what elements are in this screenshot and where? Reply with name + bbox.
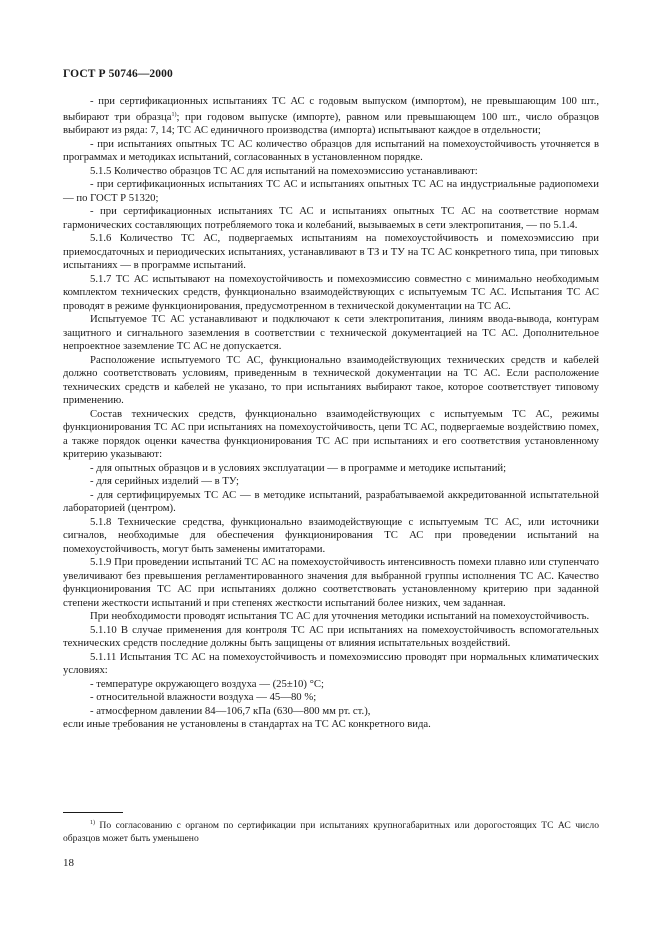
footnote-divider bbox=[63, 812, 123, 813]
paragraph: - для сертифицируемых ТС АС — в методике испытаний, разрабатываемой аккредитованной испытательной лабораторией (центром). bbox=[63, 488, 599, 514]
footnote-text: По согласованию с органом по сертификации при испытаниях крупногабаритных или дорогостоящих ТС АС число образцов может быть уменьшено bbox=[63, 820, 599, 844]
paragraph: - температуре окружающего воздуха — (25±10) °С; bbox=[90, 677, 324, 690]
paragraph: - атмосферном давлении 84—106,7 кПа (630—800 мм рт. ст.), bbox=[90, 704, 371, 717]
footnote-reference[interactable]: 1) bbox=[171, 111, 177, 118]
paragraph: если иные требования не установлены в стандартах на ТС АС конкретного вида. bbox=[63, 718, 431, 730]
paragraph: - при сертификационных испытаниях ТС АС и испытаниях опытных ТС АС на индустриальные радиопомехи — по ГОСТ Р 51320; bbox=[63, 178, 599, 204]
paragraph: Испытуемое ТС АС устанавливают и подключают к сети электропитания, линиям ввода-вывода, контурам защитного и сигнального заземления в соответствии с технической документацией на ТС АС. Дополнительное непроектное заземление ТС АС не допускается. bbox=[63, 313, 599, 352]
paragraph: - при сертификационных испытаниях ТС АС и испытаниях опытных ТС АС на соответствие нормам гармонических составляющих потребляемого тока и колебаний, вызываемых в сети электропитания, — по 5.1.4. bbox=[63, 205, 599, 231]
paragraph: - при испытаниях опытных ТС АС количество образцов для испытаний на помехоустойчивость уточняется в программах и методиках испытаний, согласованных в установленном порядке. bbox=[63, 137, 599, 163]
paragraph: 5.1.7 ТС АС испытывают на помехоустойчивость и помехоэмиссию совместно с минимально необходимым комплектом технических средств, функционально взаимодействующих с испытуемым ТС АС. Испытания ТС АС проводят в режиме функционирования, предусмотренном в технической документации на ТС АС. bbox=[63, 272, 599, 312]
page-number: 18 bbox=[63, 857, 74, 869]
paragraph: Расположение испытуемого ТС АС, функционально взаимодействующих технических средств и кабелей должно соответствовать условиям, приведенным в технической документации на ТС АС. Если расположение технических средств и кабелей не указано, то при испытаниях выбирают такое, которое соответствует типовому применению. bbox=[63, 353, 599, 406]
footnote bbox=[63, 817, 599, 845]
paragraph: При необходимости проводят испытания ТС АС для уточнения методики испытаний на помехоустойчивость. bbox=[90, 610, 590, 622]
standard-header: ГОСТ Р 50746—2000 bbox=[63, 68, 173, 80]
paragraph-text: ; при годовом выпуске (импорте), равном или превышающем 100 шт., число образцов выбирают из ряда: 7, 14; ТС АС единичного производства (импорта) испытывают каждое в отдельности; bbox=[63, 110, 599, 136]
paragraph: 5.1.6 Количество ТС АС, подвергаемых испытаниям на помехоустойчивость и помехоэмиссию при приемосдаточных и периодических испытаниях, устанавливают в ТЗ и ТУ на ТС АС конкретного типа, при типовых испытаниях — в программе испытаний. bbox=[63, 232, 599, 271]
paragraph-text: - при сертификационных испытаниях ТС АС с годовым выпуском (импортом), не превышающим 100 шт., выбирают три образца bbox=[63, 95, 599, 123]
paragraph: 5.1.11 Испытания ТС АС на помехоустойчивость и помехоэмиссию проводят при нормальных климатических условиях: bbox=[63, 650, 599, 676]
paragraph bbox=[63, 95, 599, 138]
paragraph: 5.1.10 В случае применения для контроля ТС АС при испытаниях на помехоустойчивость вспомогательных технических средств последние должны быть защищены от влияния испытательных воздействий. bbox=[63, 623, 599, 649]
document-body bbox=[63, 95, 599, 732]
paragraph: - для серийных изделий — в ТУ; bbox=[90, 475, 240, 487]
paragraph: 5.1.5 Количество образцов ТС АС для испытаний на помехоэмиссию устанавливают: bbox=[90, 164, 478, 177]
paragraph: 5.1.9 При проведении испытаний ТС АС на помехоустойчивость интенсивность помехи плавно или ступенчато увеличивают без превышения регламентированного значения для выбранной группы исполнения ТС АС. Качество функционирования ТС АС при испытаниях должно соответствовать установленному критерию при заданной степени жесткости испытаний и при степенях жесткости испытаний более низких, чем заданная. bbox=[63, 556, 599, 609]
paragraph: - для опытных образцов и в условиях эксплуатации — в программе и методике испытаний; bbox=[90, 461, 507, 474]
paragraph: 5.1.8 Технические средства, функционально взаимодействующие с испытуемым ТС АС, или источники сигналов, необходимые для обеспечения функционирования ТС АС при проведении испытаний на помехоустойчивость, могут быть заменены имитаторами. bbox=[63, 515, 599, 555]
footnote-marker: 1) bbox=[90, 820, 95, 826]
paragraph: Состав технических средств, функционально взаимодействующих с испытуемым ТС АС, режимы функционирования ТС АС при испытаниях на помехоустойчивость, цепи ТС АС, подвергаемые воздействию помех, а также порядок оценки качества функционирования ТС АС при испытаниях и его соответствия установленному критерию указывают: bbox=[63, 407, 599, 460]
paragraph: - относительной влажности воздуха — 45—80 %; bbox=[90, 691, 317, 703]
